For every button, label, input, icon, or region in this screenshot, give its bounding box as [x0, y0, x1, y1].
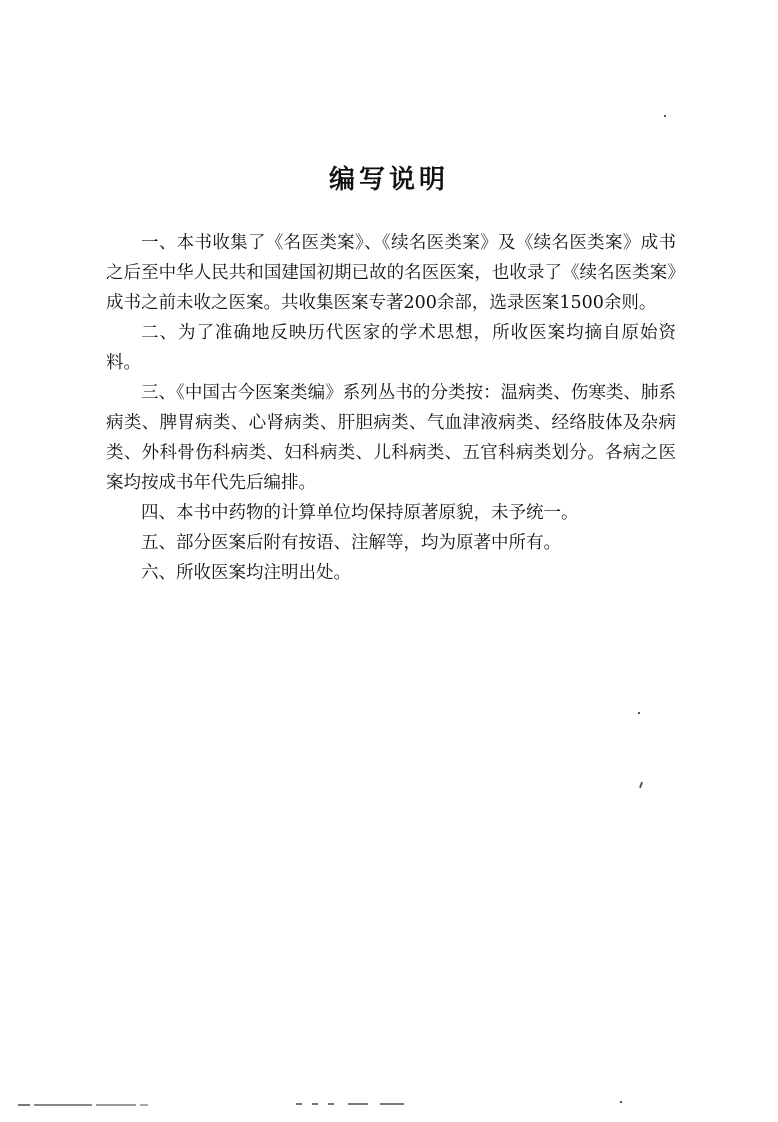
scan-speck [639, 782, 643, 788]
scan-edge-mark [18, 1104, 30, 1106]
paragraph-6: 六、所收医案均注明出处。 [141, 563, 351, 583]
page-title: 编写说明 [328, 165, 449, 195]
scan-speck [664, 115, 666, 117]
body-text [106, 228, 676, 588]
paragraph-3: 三、《中国古今医案类编》系列丛书的分类按：温病类、伤寒类、肺系病类、脾胃病类、心肾病类、肝胆病类、气血津液病类、经络肢体及杂病类、外科骨伤科病类、妇科病类、儿科病类、五官科病类划分。各病之医案均按成书年代先后编排。 [106, 383, 676, 493]
scan-edge-mark [348, 1103, 368, 1105]
scan-edge-mark [140, 1104, 148, 1106]
scan-speck [638, 712, 640, 714]
paragraph-1: 一、本书收集了《名医类案》、《续名医类案》及《续名医类案》成书之后至中华人民共和国建国初期已故的名医医案，也收录了《续名医类案》成书之前未收之医案。共收集医案专著200余部，选录医案1500余则。 [106, 233, 676, 313]
scan-edge-mark [312, 1103, 318, 1105]
scan-edge-mark [296, 1103, 302, 1105]
scan-speck [620, 1101, 622, 1103]
scan-edge-mark [328, 1103, 334, 1105]
scan-edge-mark [34, 1104, 92, 1106]
paragraph-4: 四、本书中药物的计算单位均保持原著原貌，未予统一。 [141, 503, 579, 523]
paragraph-5: 五、部分医案后附有按语、注解等，均为原著中所有。 [141, 533, 561, 553]
scan-edge-mark [380, 1103, 404, 1105]
scan-edge-mark [96, 1104, 136, 1106]
paragraph-2: 二、为了准确地反映历代医家的学术思想，所收医案均摘自原始资料。 [106, 323, 676, 373]
